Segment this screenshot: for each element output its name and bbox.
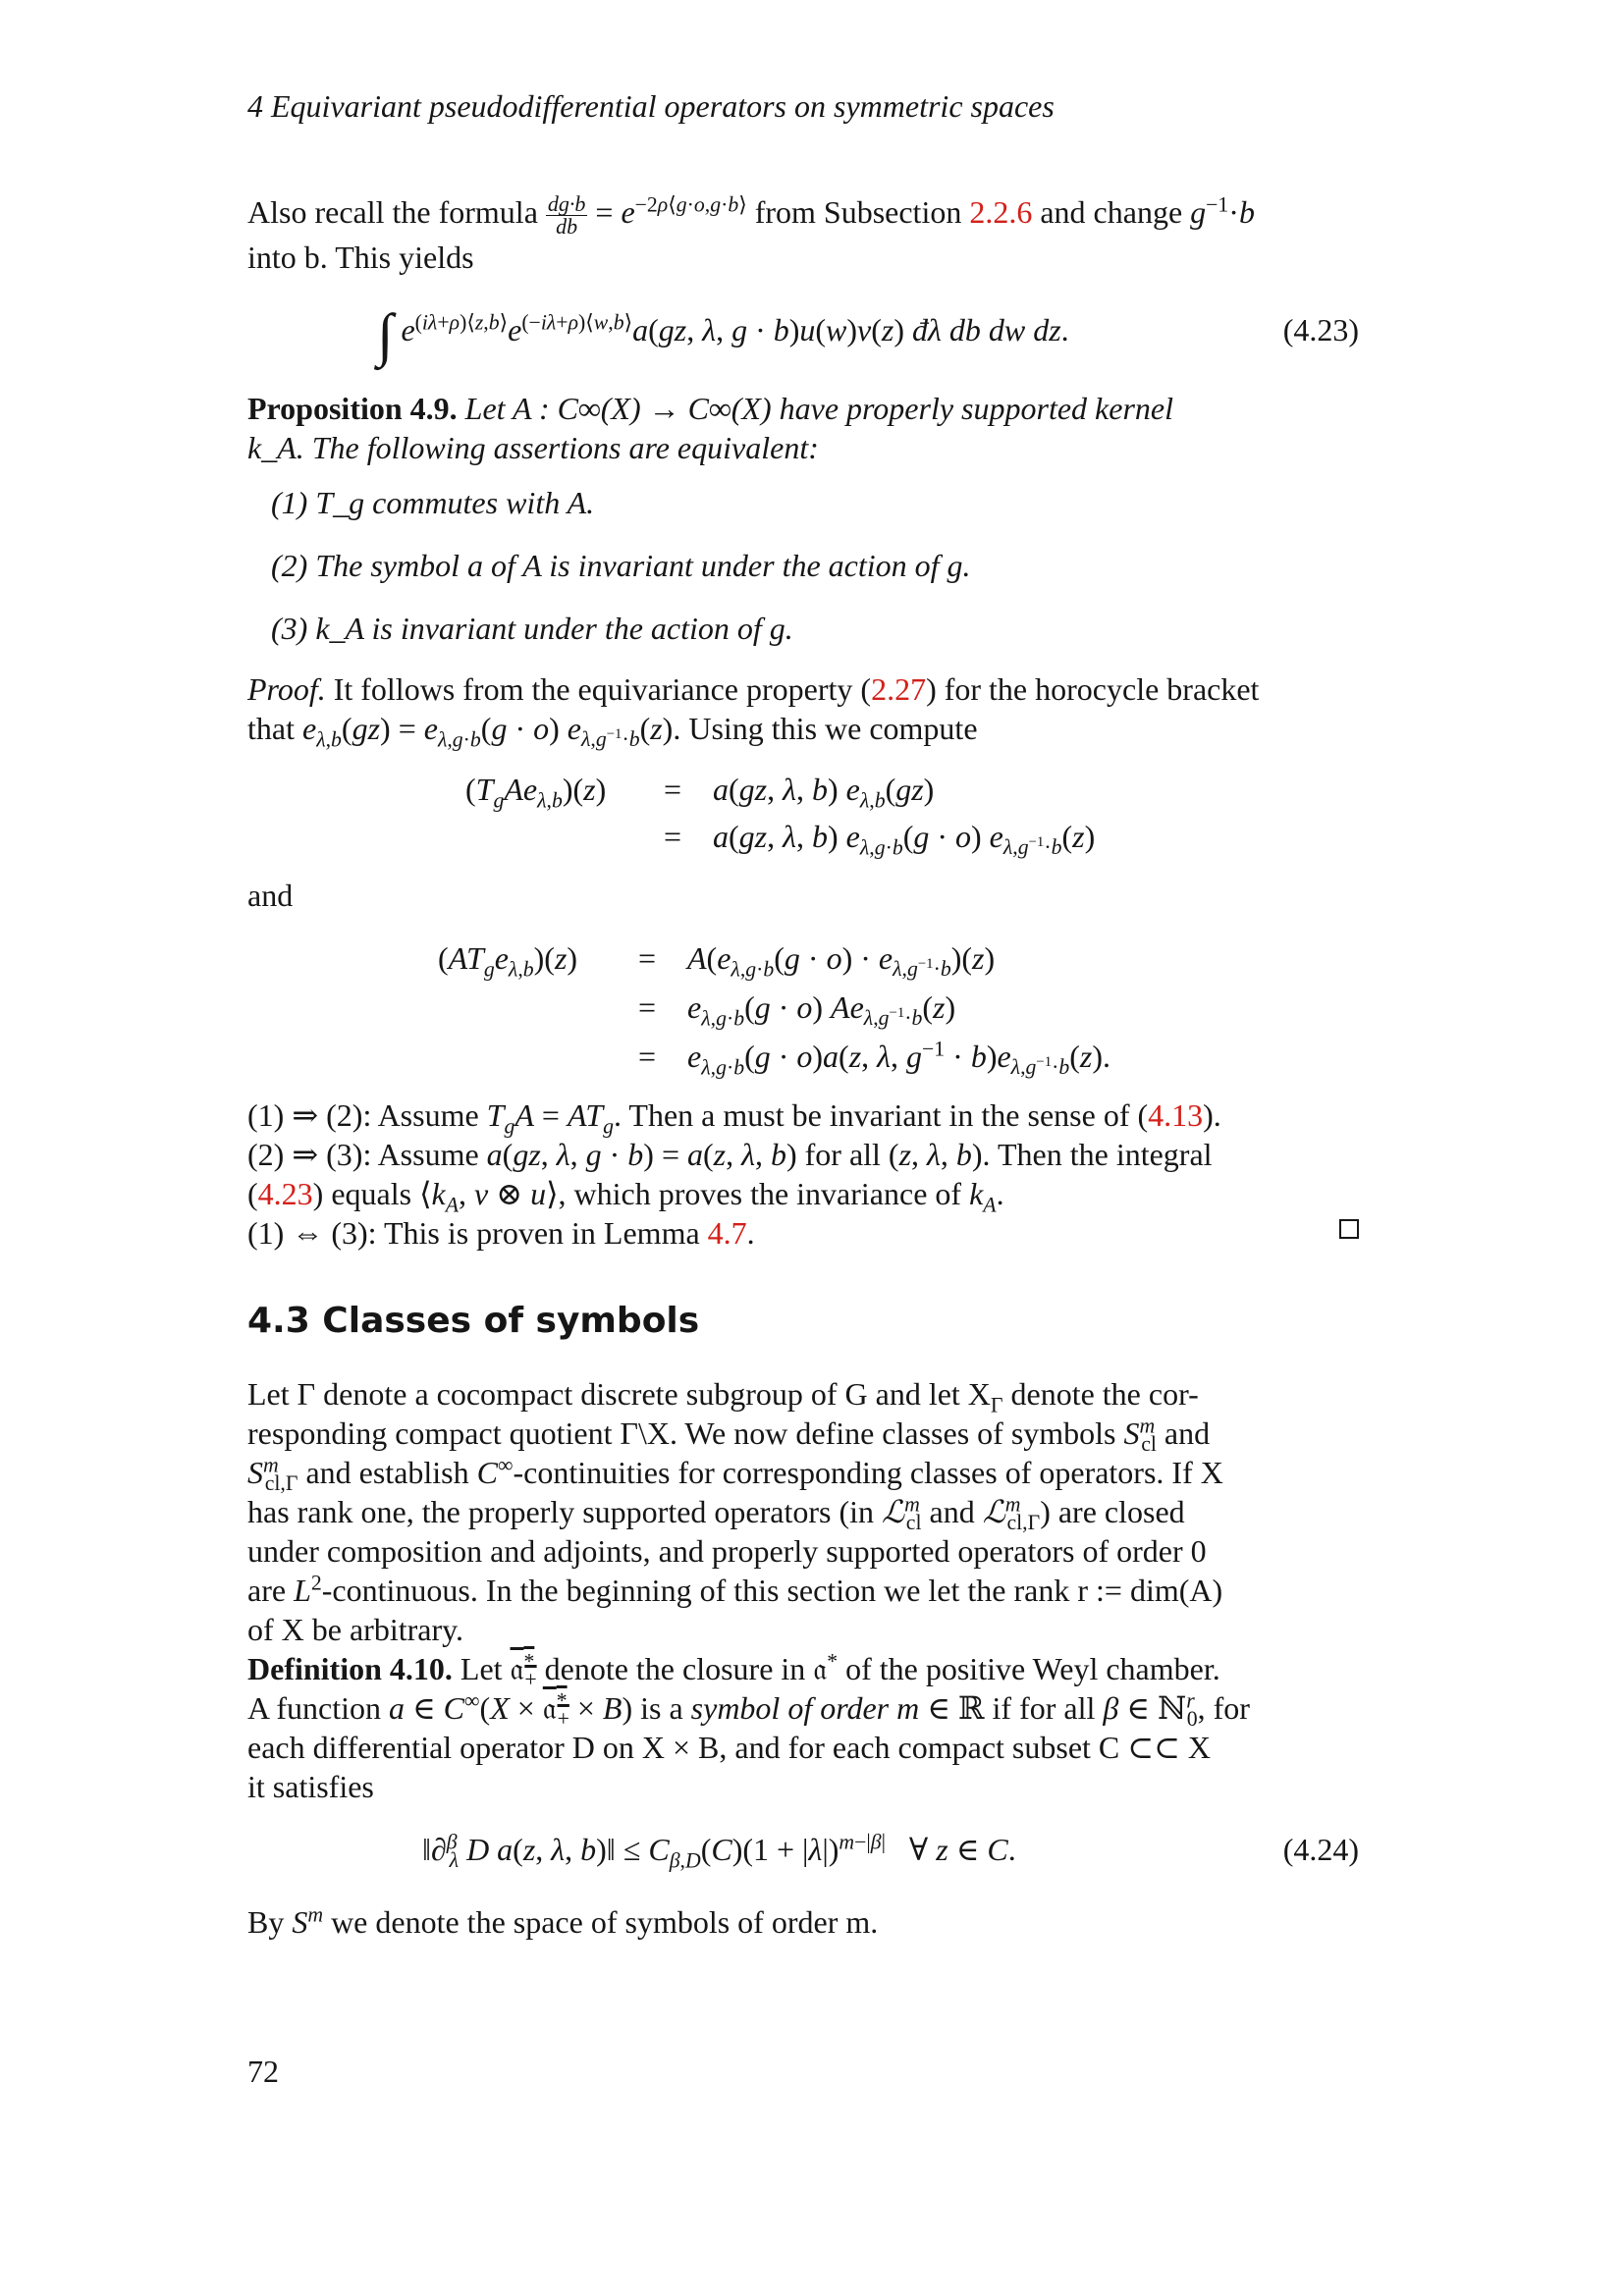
section-paragraph: Let Γ denote a cocompact discrete subgroup of G and let $X_\Gamma$ denote the cor- responding compact quotient Γ\X. We now define classes of symbols $S^m_{cl}$ and $S^m_{cl,\Gamma}$ and establish C∞-continuities for corresponding classes of operators. If X has rank one, the properly supported operators (in ℒ$^m_{cl}$ and ℒ$^m_{cl,\Gamma}$) are closed under composition and adjoints, and properly supported operators of order 0 are $L^2$-continuous. In the beginning of this section we let the rank r := dim(A) of X be arbitrary. — [247, 1376, 1223, 1647]
proof-label: Proof. — [247, 671, 326, 707]
equation-lhs: $(AT_ge_{\lambda,b})(z)$ — [438, 940, 578, 982]
page: 4 Equivariant pseudodifferential operators on symmetric spaces Also recall the formula $\frac{dg\cdot b}{db}$ = $e^{-2\rho⟨g\cdot o,g\cdot b⟩}$ from Subsection 2.2.6 and change $g^{-1}\cdot b$ into b. This yields ∫ $e^{(i\lambda+\rho)⟨z,b⟩}e^{(-i\lambda+\rho)⟨w,b⟩}a(gz$, λ, g · b)u(w)v(z) đλ db dw dz. (4.23) Proposition 4.9. Let A : C∞(X) → C∞(X) have properly supported kernel k_A. The following assertions are equivalent: (1) T_g commutes with A. (2) The symbol a of A is invariant under the action of g. (3) k_A is invariant under the action of g. Proof. It follows from the equivariance property (2.27) for the horocycle bracket that $e_{\lambda,b}(gz) = e_{\lambda,g\cdot b}(g \cdot o)$ $e_{\lambda,g^{-1}\cdot b}(z)$. Using this we compute $(T_gAe_{\lambda,b})(z)$ = a(gz, λ, b) $e_{\lambda,b}(gz)$ = a(gz, λ, b) $e_{\lambda,g\cdot b}(g \cdot o)$ $e_{\lambda,g^{-1}\cdot b}(z)$ and $(AT_ge_{\lambda,b})(z)$ = $A(e_{\lambda,g\cdot b}(g \cdot o) \cdot e_{\lambda,g^{-1}\cdot b})(z)$ = $e_{\lambda,g\cdot b}(g \cdot o)$ $Ae_{\lambda,g^{-1}\cdot b}(z)$ = $e_{\lambda,g\cdot b}(g \cdot o)a(z$, λ, $g^{-1} \cdot b)e_{\lambda,g^{-1}\cdot b}(z)$. (1) ⇒ (2): Assume $T_gA = AT_g$. Then a must be invariant in the sense of (4.13). (2) ⇒ (3): Assume a(gz, λ, g · b) = a(z, λ, b) for all (z, λ, b). Then the integral (4.23) equals $⟨k_A$, v ⊗ u⟩, which proves the invariance of $k_A$. (1) ⇔ (3): This is proven in Lemma 4.7. 4.3 Classes of symbols Let Γ denote a cocompact discrete subgroup of G and let $X_\Gamma$ denote the cor- responding compact quotient Γ\X. We now define classes of symbols $S^m_{cl}$ and $S^m_{cl,\Gamma}$ and establish C∞-continuities for corresponding classes of operators. If X has rank one, the properly supported operators (in ℒ$^m_{cl}$ and ℒ$^m_{cl,\Gamma}$) are closed under composition and adjoints, and properly supported operators of order 0 are $L^2$-continuous. In the beginning of this section we let the rank r := dim(A) of X be arbitrary. Definition 4.10. Let 𝔞*$_+$ denote the closure in 𝔞* of the positive Weyl chamber. A function a ∈ C∞(X × 𝔞*$_+$ × B) is a symbol of order m ∈ ℝ if for all β ∈ ℕ$^r_0$, for each differential operator D on X × B, and for each compact subset C ⊂⊂ X it satisfies ‖∂$^\beta_\lambda$ D a(z, λ, b)‖ ≤ $C_{\beta,D}(C)(1 + |\lambda|)^{m-|\beta|}$ ∀ z ∈ C. (4.24) By $S^m$ we denote the space of symbols of order m. 72 — [247, 88, 1359, 2089]
section-heading: 4.3 Classes of symbols — [247, 1301, 700, 1341]
list-item: (3) k_A is invariant under the action of g. — [271, 611, 793, 646]
equation-number: (4.23) — [1282, 312, 1359, 347]
equation-rhs: $A(e_{\lambda,g\cdot b}(g \cdot o) \cdot e_{\lambda,g^{-1}\cdot b})(z)$ — [687, 940, 996, 982]
page-number: 72 — [247, 2054, 279, 2089]
ref-link[interactable]: 4.13 — [1148, 1097, 1204, 1133]
ref-link[interactable]: 2.2.6 — [969, 194, 1033, 230]
equation-lhs: $(T_gAe_{\lambda,b})(z)$ — [465, 772, 607, 813]
connector-word: and — [247, 878, 294, 913]
ref-link[interactable]: 2.27 — [871, 671, 927, 707]
ref-link[interactable]: 4.23 — [257, 1176, 313, 1211]
equation-rhs: a(gz, λ, b) $e_{\lambda,g\cdot b}(g \cdot o)$ $e_{\lambda,g^{-1}\cdot b}(z)$ — [713, 819, 1096, 860]
equation-rhs: $e_{\lambda,g\cdot b}(g \cdot o)a(z$, λ, $g^{-1} \cdot b)e_{\lambda,g^{-1}\cdot b}(z)$. — [687, 1037, 1111, 1080]
ref-link[interactable]: 4.7 — [707, 1215, 747, 1251]
qed-symbol — [1339, 1219, 1359, 1239]
closing-sentence: By $S^m$ we denote the space of symbols of order m. — [247, 1902, 879, 1940]
density-fraction: $\frac{dg\cdot b}{db}$ — [547, 191, 586, 240]
intro-paragraph: Also recall the formula $\frac{dg\cdot b}{db}$ = $e^{-2\rho⟨g\cdot o,g\cdot b⟩}$ from Subsection 2.2.6 and change $g^{-1}\cdot b$ into b. This yields — [247, 191, 1255, 276]
equation-4-23: ∫ $e^{(i\lambda+\rho)⟨z,b⟩}e^{(-i\lambda+\rho)⟨w,b⟩}a(gz$, λ, g · b)u(w)v(z) đλ db dw dz. — [377, 302, 1069, 367]
definition-title: Definition 4.10. — [247, 1651, 453, 1686]
equation-rhs: a(gz, λ, b) $e_{\lambda,b}(gz)$ — [713, 772, 935, 813]
proposition-4-9: Proposition 4.9. Let A : C∞(X) → C∞(X) have properly supported kernel k_A. The following assertions are equivalent: — [247, 391, 1173, 465]
proof-paragraph: Proof. It follows from the equivariance property (2.27) for the horocycle bracket that $e_{\lambda,b}(gz) = e_{\lambda,g\cdot b}(g \cdot o)$ $e_{\lambda,g^{-1}\cdot b}(z)$. Using this we compute — [247, 671, 1260, 752]
list-item: (1) T_g commutes with A. — [271, 485, 595, 520]
definition-4-10: Definition 4.10. Let 𝔞*$_+$ denote the closure in 𝔞* of the positive Weyl chamber. A function a ∈ C∞(X × 𝔞*$_+$ × B) is a symbol of order m ∈ ℝ if for all β ∈ ℕ$^r_0$, for each differential operator D on X × B, and for each compact subset C ⊂⊂ X it satisfies — [247, 1649, 1250, 1804]
equation-4-24: ‖∂$^\beta_\lambda$ D a(z, λ, b)‖ ≤ $C_{\beta,D}(C)(1 + |\lambda|)^{m-|\beta|}$ ∀ z ∈ C. — [422, 1830, 1016, 1873]
running-header: 4 Equivariant pseudodifferential operators on symmetric spaces — [247, 88, 1055, 124]
proposition-title: Proposition 4.9. — [247, 391, 458, 426]
equation-number: (4.24) — [1282, 1832, 1359, 1867]
intro-text: Also recall the formula — [247, 194, 538, 230]
equation-rhs: $e_{\lambda,g\cdot b}(g \cdot o)$ $Ae_{\lambda,g^{-1}\cdot b}(z)$ — [687, 989, 956, 1031]
proof-steps: (1) ⇒ (2): Assume $T_gA = AT_g$. Then a must be invariant in the sense of (4.13). (2) ⇒ (3): Assume a(gz, λ, g · b) = a(z, λ, b) for all (z, λ, b). Then the integral (4.23) equals $⟨k_A$, v ⊗ u⟩, which proves the invariance of $k_A$. (1) ⇔ (3): This is proven in Lemma 4.7. — [247, 1097, 1221, 1251]
list-item: (2) The symbol a of A is invariant under the action of g. — [271, 548, 971, 583]
